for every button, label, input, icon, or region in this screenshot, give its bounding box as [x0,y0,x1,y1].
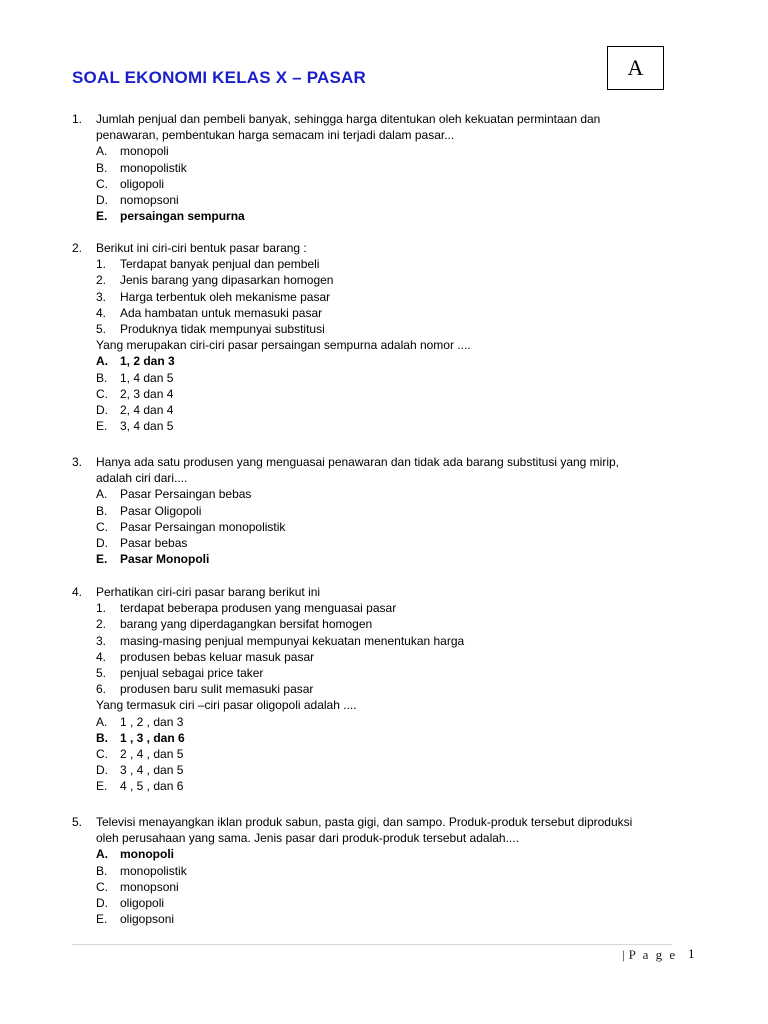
answer-option-text: 2, 3 dan 4 [120,386,174,401]
answer-option-text: oligopoli [120,896,165,910]
statement-number: 2. [96,617,107,632]
exam-variant-box [607,46,664,90]
answer-option-label: D. [96,193,108,207]
answer-option-label: E. [96,912,108,927]
answer-option-label: B. [96,370,108,385]
statement-text: Harga terbentuk oleh mekanisme pasar [120,289,331,304]
answer-option-label: D. [96,763,108,778]
statement-number: 5. [96,322,107,336]
statement-number: 1. [96,257,107,272]
answer-option-label: A. [96,847,108,862]
question-prompt: Yang termasuk ciri –ciri pasar oligopoli adalah .... [96,698,357,713]
answer-option-label: E. [96,419,108,434]
answer-option-label: D. [96,536,108,550]
answer-option-text: Pasar Persaingan monopolistik [120,519,286,534]
answer-option-label: D. [96,896,108,910]
statement-number: 5. [96,666,107,680]
answer-option-label: C. [96,747,108,761]
statement-number: 1. [96,601,107,616]
question-text: oleh perusahaan yang sama. Jenis pasar dari produk-produk tersebut adalah.... [96,831,519,846]
answer-option-text: 1 , 2 , dan 3 [120,714,184,729]
answer-option-label: B. [96,160,108,175]
answer-option-text: oligopsoni [120,912,175,927]
answer-option-label: E. [96,209,108,224]
answer-option-text: 1, 4 dan 5 [120,370,174,385]
answer-option-text: nomopsoni [120,193,179,207]
page-number: 1 [688,946,695,961]
answer-option-text: monopoli [120,144,169,159]
answer-option-text: 3 , 4 , dan 5 [120,763,184,778]
footer-divider [72,944,672,945]
statement-text: Terdapat banyak penjual dan pembeli [120,257,320,272]
statement-text: terdapat beberapa produsen yang menguasai pasar [120,601,397,616]
footer-page-label: P a g e [628,947,678,962]
answer-option-label: B. [96,730,108,745]
answer-option-text: 1 , 3 , dan 6 [120,730,185,745]
answer-option-text: 3, 4 dan 5 [120,419,174,434]
statement-text: produsen bebas keluar masuk pasar [120,649,315,664]
question-text: penawaran, pembentukan harga semacam ini terjadi dalam pasar... [96,128,455,143]
question-text: adalah ciri dari.... [96,471,188,486]
statement-text: Ada hambatan untuk memasuki pasar [120,305,323,320]
statement-number: 2. [96,273,107,288]
question-number: 5. [72,815,83,829]
footer-bar: | [622,947,625,962]
answer-option-label: E. [96,552,108,567]
answer-option-label: A. [96,487,108,502]
answer-option-label: C. [96,519,108,534]
answer-option-text: persaingan sempurna [120,209,245,224]
answer-option-text: 1, 2 dan 3 [120,354,175,369]
statement-number: 3. [96,289,107,304]
statement-text: masing-masing penjual mempunyai kekuatan menentukan harga [120,633,465,648]
answer-option-text: oligopoli [120,176,165,191]
exam-variant-label: A [627,55,644,80]
answer-option-text: 2, 4 dan 4 [120,403,174,417]
statement-text: produsen baru sulit memasuki pasar [120,682,314,697]
answer-option-text: monopsoni [120,879,179,894]
question-number: 3. [72,455,83,469]
statement-text: barang yang diperdagangkan bersifat homogen [120,617,373,632]
answer-option-text: Pasar Monopoli [120,552,210,567]
answer-option-label: C. [96,879,108,894]
question-text: Perhatikan ciri-ciri pasar barang berikut ini [96,585,321,599]
answer-option-label: C. [96,176,108,191]
question-text: Televisi menayangkan iklan produk sabun, pasta gigi, dan sampo. Produk-produk tersebut diproduksi [96,815,633,829]
question-text: Jumlah penjual dan pembeli banyak, sehingga harga ditentukan oleh kekuatan permintaan dan [96,112,601,126]
statement-text: Produknya tidak mempunyai substitusi [120,322,325,336]
question-number: 1. [72,112,83,126]
answer-option-label: B. [96,503,108,518]
page-title: SOAL EKONOMI KELAS X – PASAR [72,68,367,87]
question-number: 2. [72,241,83,255]
statement-text: Jenis barang yang dipasarkan homogen [120,273,334,288]
answer-option-label: A. [96,354,108,369]
question-number: 4. [72,585,83,599]
answer-option-label: C. [96,386,108,401]
answer-option-text: Pasar bebas [120,536,188,550]
answer-option-text: monopolistik [120,160,187,175]
answer-option-label: D. [96,403,108,417]
statement-text: penjual sebagai price taker [120,666,264,680]
statement-number: 6. [96,682,107,697]
question-text: Hanya ada satu produsen yang menguasai penawaran dan tidak ada barang substitusi yang mirip, [96,455,620,469]
answer-option-label: B. [96,863,108,878]
answer-option-text: monopolistik [120,863,187,878]
answer-option-text: 2 , 4 , dan 5 [120,747,184,761]
answer-option-text: Pasar Persaingan bebas [120,487,252,502]
statement-number: 4. [96,305,107,320]
answer-option-text: Pasar Oligopoli [120,503,202,518]
answer-option-text: 4 , 5 , dan 6 [120,779,184,794]
question-prompt: Yang merupakan ciri-ciri pasar persaingan sempurna adalah nomor .... [96,338,471,353]
answer-option-label: A. [96,714,108,729]
answer-option-text: monopoli [120,847,174,862]
statement-number: 4. [96,649,107,664]
page-footer [622,947,677,963]
answer-option-label: A. [96,144,108,159]
question-text: Berikut ini ciri-ciri bentuk pasar barang : [96,241,307,255]
statement-number: 3. [96,633,107,648]
answer-option-label: E. [96,779,108,794]
